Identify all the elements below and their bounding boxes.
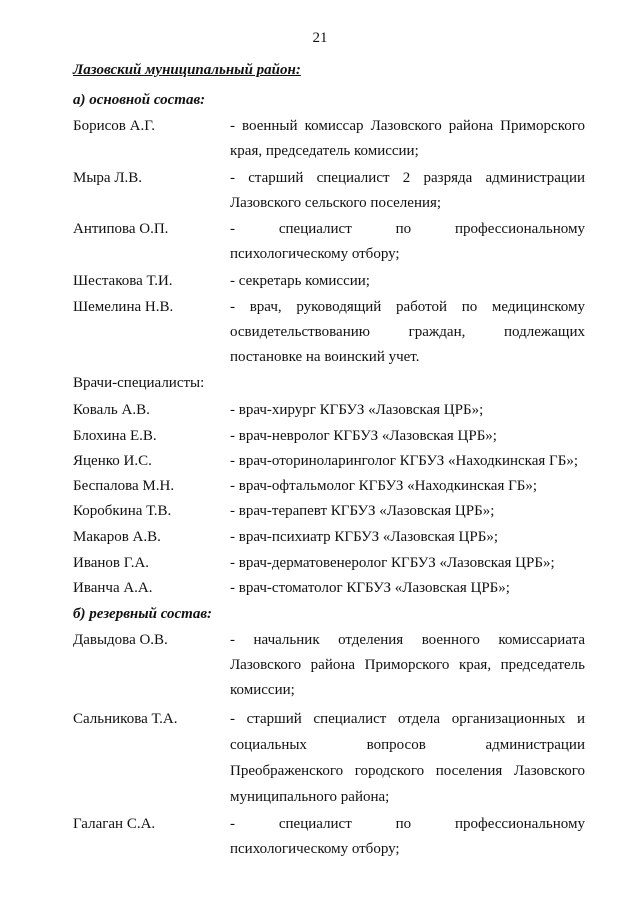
member-role-line: - секретарь комиссии; (230, 273, 370, 289)
member-name: Мыра Л.В. (73, 170, 143, 186)
member-role-line: Лазовского района Приморского края, председатель (230, 657, 585, 673)
doctor-name: Яценко И.С. (73, 453, 152, 469)
member-name: Шестакова Т.И. (73, 273, 173, 289)
member-role-line: психологическому отбору; (230, 841, 400, 857)
member-role-line: - начальник отделения военного комиссариата (230, 632, 585, 648)
member-role-line: комиссии; (230, 682, 295, 698)
doctor-name: Блохина Е.В. (73, 428, 157, 444)
doctor-name: Беспалова М.Н. (73, 478, 175, 494)
doctor-role: - врач-хирург КГБУЗ «Лазовская ЦРБ»; (230, 402, 484, 418)
member-role-line: - старший специалист отдела организационных и (230, 711, 585, 727)
member-role-line: Преображенского городского поселения Лазовского (230, 763, 585, 779)
member-name: Сальникова Т.А. (73, 711, 178, 727)
doctor-role: - врач-невролог КГБУЗ «Лазовская ЦРБ»; (230, 428, 497, 444)
doctor-role: - врач-стоматолог КГБУЗ «Лазовская ЦРБ»; (230, 580, 510, 596)
doctor-role: - врач-терапевт КГБУЗ «Лазовская ЦРБ»; (230, 503, 495, 519)
member-role-line: социальных вопросов администрации (230, 737, 585, 753)
member-role-line: - врач, руководящий работой по медицинскому (230, 299, 585, 315)
doctor-name: Иванов Г.А. (73, 555, 150, 571)
doctor-role: - врач-офтальмолог КГБУЗ «Находкинская ГБ»; (230, 478, 538, 494)
main-composition-heading: а) основной состав: (73, 92, 206, 108)
doctor-role: - врач-дерматовенеролог КГБУЗ «Лазовская ЦРБ»; (230, 555, 555, 571)
member-role-line: - старший специалист 2 разряда администрации (230, 170, 585, 186)
doctor-name: Иванча А.А. (73, 580, 153, 596)
member-role-line: постановке на воинский учет. (230, 349, 420, 365)
member-role-line: - специалист по профессиональному (230, 816, 585, 832)
member-name: Борисов А.Г. (73, 118, 155, 134)
doctor-name: Коваль А.В. (73, 402, 150, 418)
member-role-line: психологическому отбору; (230, 246, 400, 262)
member-role-line: муниципального района; (230, 789, 390, 805)
district-heading: Лазовский муниципальный район: (73, 62, 301, 78)
member-role-line: Лазовского сельского поселения; (230, 195, 442, 211)
member-name: Шемелина Н.В. (73, 299, 174, 315)
doctor-role: - врач-психиатр КГБУЗ «Лазовская ЦРБ»; (230, 529, 499, 545)
member-name: Галаган С.А. (73, 816, 156, 832)
member-name: Антипова О.П. (73, 221, 169, 237)
member-role-line: - специалист по профессиональному (230, 221, 585, 237)
page-number: 21 (312, 30, 328, 46)
member-name: Давыдова О.В. (73, 632, 168, 648)
doctors-label: Врачи-специалисты: (73, 375, 205, 391)
member-role-line: края, председатель комиссии; (230, 143, 419, 159)
doctor-name: Коробкина Т.В. (73, 503, 172, 519)
reserve-composition-heading: б) резервный состав: (73, 606, 213, 622)
doctor-role: - врач-оториноларинголог КГБУЗ «Находкинская ГБ»; (230, 453, 578, 469)
doctor-name: Макаров А.В. (73, 529, 161, 545)
member-role-line: - военный комиссар Лазовского района Приморского (230, 118, 585, 134)
member-role-line: освидетельствованию граждан, подлежащих (230, 324, 585, 340)
